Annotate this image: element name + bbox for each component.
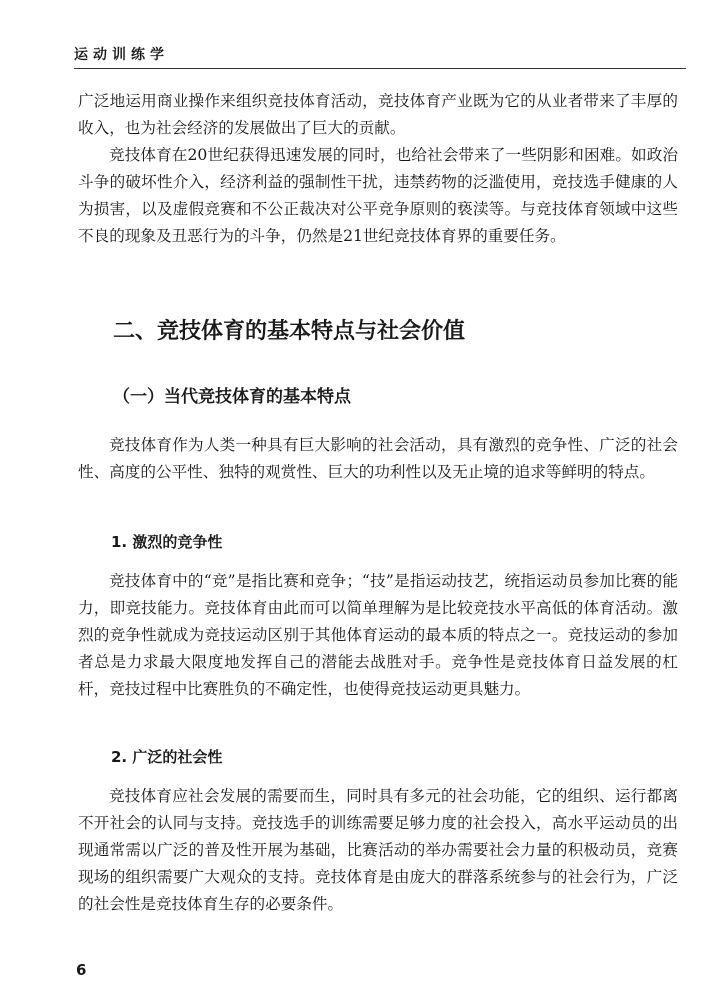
paragraph-item2: 竞技体育应社会发展的需要而生，同时具有多元的社会功能，它的组织、运行都离不开社会的认同与支持。竞技选手的训练需要足够力度的社会投入，高水平运动员的出现通常需以广泛的普及性开展为基础，比赛活动的举办需要社会力量的积极动员，竞赛现场的组织需要广大观众的支持。竞技体育是由庞大的群落系统参与的社会行为，广泛的社会性是竞技体育生存的必要条件。 xyxy=(78,787,678,913)
paragraph-continued: 广泛地运用商业操作来组织竞技体育活动，竞技体育产业既为它的从业者带来了丰厚的收入，也为社会经济的发展做出了巨大的贡献。 xyxy=(78,92,678,137)
item1-heading: 1. 激烈的竞争性 xyxy=(111,533,223,551)
page-number: 6 xyxy=(76,961,87,979)
header-rule xyxy=(74,68,686,69)
item2-heading: 2. 广泛的社会性 xyxy=(111,748,223,766)
section-heading: 二、竞技体育的基本特点与社会价值 xyxy=(113,319,466,344)
paragraph-intro: 竞技体育作为人类一种具有巨大影响的社会活动，具有激烈的竞争性、广泛的社会性、高度的公平性、独特的观赏性、巨大的功利性以及无止境的追求等鲜明的特点。 xyxy=(78,436,678,481)
subsection-heading: （一）当代竞技体育的基本特点 xyxy=(113,387,351,407)
paragraph-20th-century: 竞技体育在20世纪获得迅速发展的同时，也给社会带来了一些阴影和困难。如政治斗争的破坏性介入，经济利益的强制性干扰，违禁药物的泛滥使用，竞技选手健康的人为损害，以及虚假竞赛和不公正裁决对公平竞争原则的亵渎等。与竞技体育领域中这些不良的现象及丑恶行为的斗争，仍然是21世纪竞技体育界的重要任务。 xyxy=(78,146,678,245)
running-header-title: 运动训练学 xyxy=(74,44,194,69)
paragraph-item1: 竞技体育中的“竞”是指比赛和竞争；“技”是指运动技艺，统指运动员参加比赛的能力，即竞技能力。竞技体育由此而可以简单理解为是比较竞技水平高低的体育活动。激烈的竞争性就成为竞技运动区别于其他体育运动的最本质的特点之一。竞技运动的参加者总是力求最大限度地发挥自己的潜能去战胜对手。竞争性是竞技体育日益发展的杠杆，竞技过程中比赛胜负的不确定性，也使得竞技运动更具魅力。 xyxy=(78,572,678,698)
